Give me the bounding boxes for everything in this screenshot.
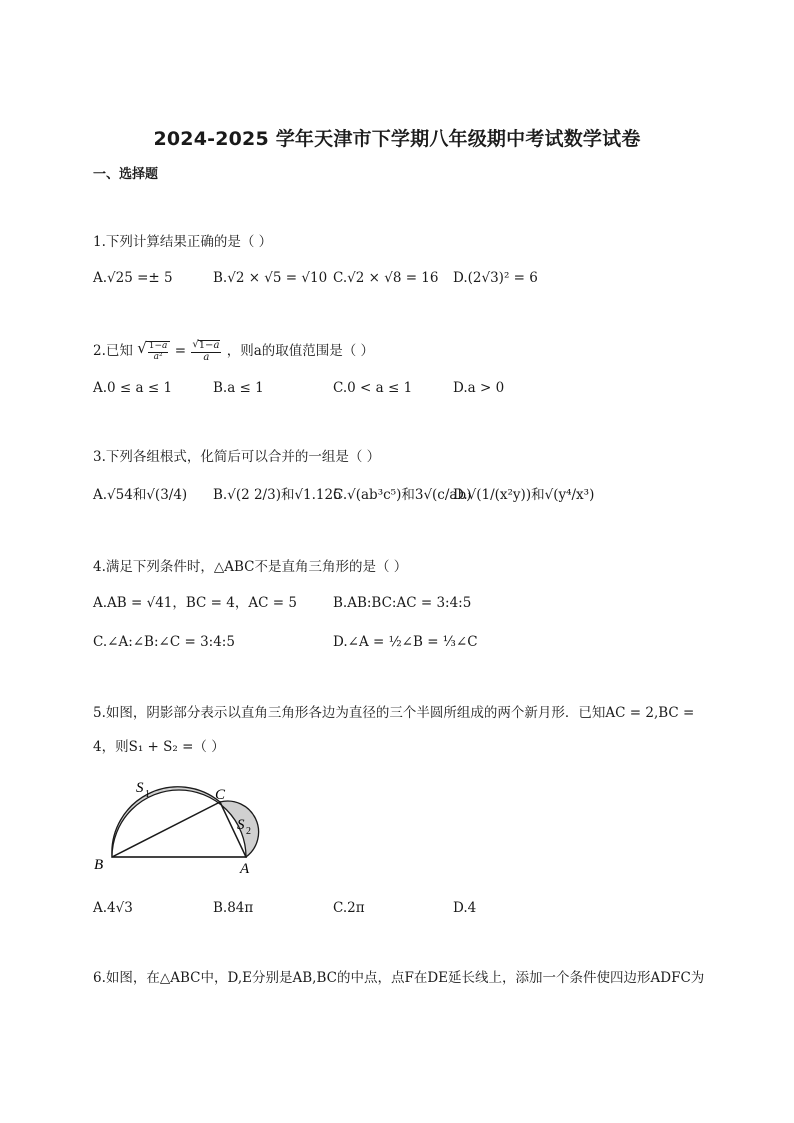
question-4-option-a: A.AB = √41，BC = 4，AC = 5 bbox=[93, 595, 297, 611]
question-4-option-d: D.∠A = ½∠B = ⅓∠C bbox=[333, 634, 478, 650]
question-3-option-c: C.√(ab³c⁵)和3√(c/ab) bbox=[333, 487, 472, 503]
question-5-stem-line-1: 5.如图，阴影部分表示以直角三角形各边为直径的三个半圆所组成的两个新月形．已知AC = 2,BC = bbox=[93, 705, 695, 721]
label-s2: S bbox=[237, 817, 245, 833]
question-2-option-b: B.a ≤ 1 bbox=[213, 380, 264, 396]
section-heading: 一、选择题 bbox=[93, 167, 159, 182]
question-1-option-a: A.√25 =± 5 bbox=[93, 270, 173, 286]
question-2-option-a: A.0 ≤ a ≤ 1 bbox=[93, 380, 173, 396]
question-2-option-d: D.a > 0 bbox=[453, 380, 505, 396]
question-5-option-d: D.4 bbox=[453, 900, 477, 916]
question-2-sqrt-expression: √ $\frac{1-a}{\text{a²}}$ bbox=[137, 341, 170, 362]
question-3-option-d: D.√(1/(x²y))和√(y⁴/x³) bbox=[453, 487, 595, 503]
question-2-fraction: √ 1−a a bbox=[192, 339, 220, 363]
question-2-suffix: ，则a的取值范围是（ ） bbox=[226, 343, 375, 360]
question-1-stem: 1.下列计算结果正确的是（ ） bbox=[93, 234, 273, 250]
label-s2-subscript: 2 bbox=[246, 826, 251, 837]
crescent-diagram bbox=[90, 777, 290, 877]
question-1-option-d: D.(2√3)² = 6 bbox=[453, 270, 538, 286]
question-3-option-b: B.√(2 2/3)和√1.125 bbox=[213, 487, 342, 503]
question-2-option-c: C.0 < a ≤ 1 bbox=[333, 380, 413, 396]
label-c: C bbox=[215, 787, 226, 803]
question-6-stem: 6.如图，在△ABC中，D,E分别是AB,BC的中点，点F在DE延长线上，添加一个条件使四边形ADFC为 bbox=[93, 970, 705, 986]
question-4-option-b: B.AB:BC:AC = 3:4:5 bbox=[333, 595, 472, 611]
question-4-stem: 4.满足下列条件时，△ABC不是直角三角形的是（ ） bbox=[93, 559, 408, 575]
question-1-option-c: C.√2 × √8 = 16 bbox=[333, 270, 439, 286]
question-5-stem-line-2: 4，则S₁ + S₂ =（ ） bbox=[93, 739, 225, 755]
question-3-option-a: A.√54和√(3/4) bbox=[93, 487, 188, 503]
question-4-option-c: C.∠A:∠B:∠C = 3:4:5 bbox=[93, 634, 235, 650]
question-1-option-b: B.√2 × √5 = √10 bbox=[213, 270, 328, 286]
label-s1: S bbox=[136, 780, 144, 796]
question-3-stem: 3.下列各组根式，化简后可以合并的一组是（ ） bbox=[93, 449, 381, 465]
question-2-stem: 2.已知 √ $\frac{1-a}{\text{a²}}$ = √ 1−a a ，则a的取值范围是（ ） bbox=[93, 339, 375, 363]
question-2-prefix: 2.已知 bbox=[93, 343, 133, 360]
crescent-figure bbox=[90, 777, 290, 881]
question-5-option-b: B.84π bbox=[213, 900, 254, 916]
label-a: A bbox=[240, 861, 250, 877]
label-s1-subscript: 1 bbox=[145, 789, 150, 800]
question-5-option-a: A.4√3 bbox=[93, 900, 133, 916]
exam-title: 2024-2025 学年天津市下学期八年级期中考试数学试卷 bbox=[153, 128, 641, 150]
question-5-option-c: C.2π bbox=[333, 900, 365, 916]
label-b: B bbox=[94, 857, 104, 873]
